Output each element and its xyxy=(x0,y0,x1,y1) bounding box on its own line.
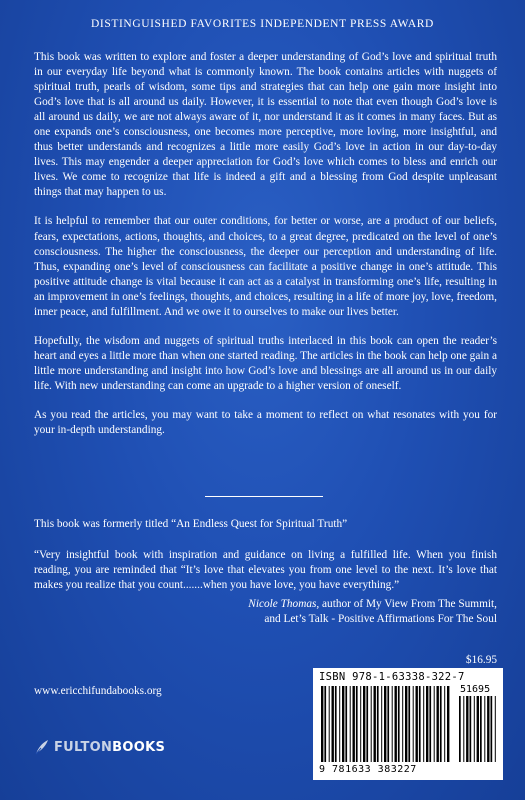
publisher-name-part1: FULTON xyxy=(54,739,113,755)
award-heading: DISTINGUISHED FAVORITES INDEPENDENT PRESS AWARD xyxy=(91,18,434,30)
barcode-addon-digits: 51695 xyxy=(460,684,491,695)
attribution-line-1 xyxy=(248,597,497,612)
description-body xyxy=(34,50,497,452)
review-quote: “Very insightful book with inspiration and guidance on living a fulfilled life. When you finish reading, you are reminded that “It’s love that elevates you from one level to the next. It’s love that makes you realize that you count.......when you have love, you have everything.” xyxy=(34,549,497,592)
formerly-titled-note: This book was formerly titled “An Endless Quest for Spiritual Truth” xyxy=(34,518,348,530)
publisher-name-part2: BOOKS xyxy=(112,739,166,755)
reviewer-name: Nicole Thomas, xyxy=(248,598,320,610)
description-paragraph-3: Hopefully, the wisdom and nuggets of spiritual truths interlaced in this book can open the reader’s heart and eyes a little more than when one started reading. The articles in the book can help one gain a little more understanding and insight into how God’s love and blessings are all around us in our daily life. With new understanding can come an upgrade to a higher version of oneself. xyxy=(34,334,497,392)
quill-icon xyxy=(34,738,50,756)
isbn-label: ISBN 978-1-63338-322-7 xyxy=(319,671,465,683)
attribution-line-2: and Let’s Talk - Positive Affirmations For The Soul xyxy=(264,613,497,626)
publisher-name xyxy=(54,740,165,755)
publisher-logo xyxy=(34,738,165,756)
barcode-main-digits: 9 781633 383227 xyxy=(319,764,417,775)
attribution-book-1: author of My View From The Summit, xyxy=(319,598,497,610)
description-paragraph-4: As you read the articles, you may want to take a moment to reflect on what resonates with you for your in-depth understanding. xyxy=(34,408,497,437)
description-paragraph-2: It is helpful to remember that our outer conditions, for better or worse, are a product of our beliefs, fears, expectations, actions, thoughts, and choices, to a great degree, predicated on the level of one’s consciousness. The higher the consciousness, the deeper our perception and understanding of life. Thus, expanding one’s level of consciousness can facilitate a positive change in one’s attitude. This positive attitude change is vital because it can act as a catalyst in transforming one’s life, resulting in an improvement in one’s feelings, thoughts, and choices, resulting in a life of more joy, love, freedom, inner peace, and fulfillment. And we owe it to ourselves to make our lives better. xyxy=(34,215,497,318)
review-attribution xyxy=(248,597,497,627)
price-label: $16.95 xyxy=(465,654,497,666)
barcode xyxy=(313,668,503,780)
description-paragraph-1: This book was written to explore and foster a deeper understanding of God’s love and spiritual truth in our everyday life beyond what is commonly known. The book contains articles with nuggets of spiritual truth, pearls of wisdom, some tips and strategies that can help one gain more insight into God’s love that is all around us daily. However, it is essential to note that even though God’s love is all around us daily, we are not always aware of it, nor understand it as it comes in many faces. But as one expands one’s consciousness, one becomes more perceptive, more loving, more insightful, and thus better understands and recognizes a little more easily God’s love in action in our day-to-day lives. This may engender a deeper appreciation for God’s love which comes to bless and enrich our lives. We come to recognize that life is indeed a gift and a blessing from God despite unpleasant things that may happen to us. xyxy=(34,51,497,199)
divider-rule xyxy=(205,496,323,497)
website-link[interactable]: www.ericchifundabooks.org xyxy=(34,685,162,697)
